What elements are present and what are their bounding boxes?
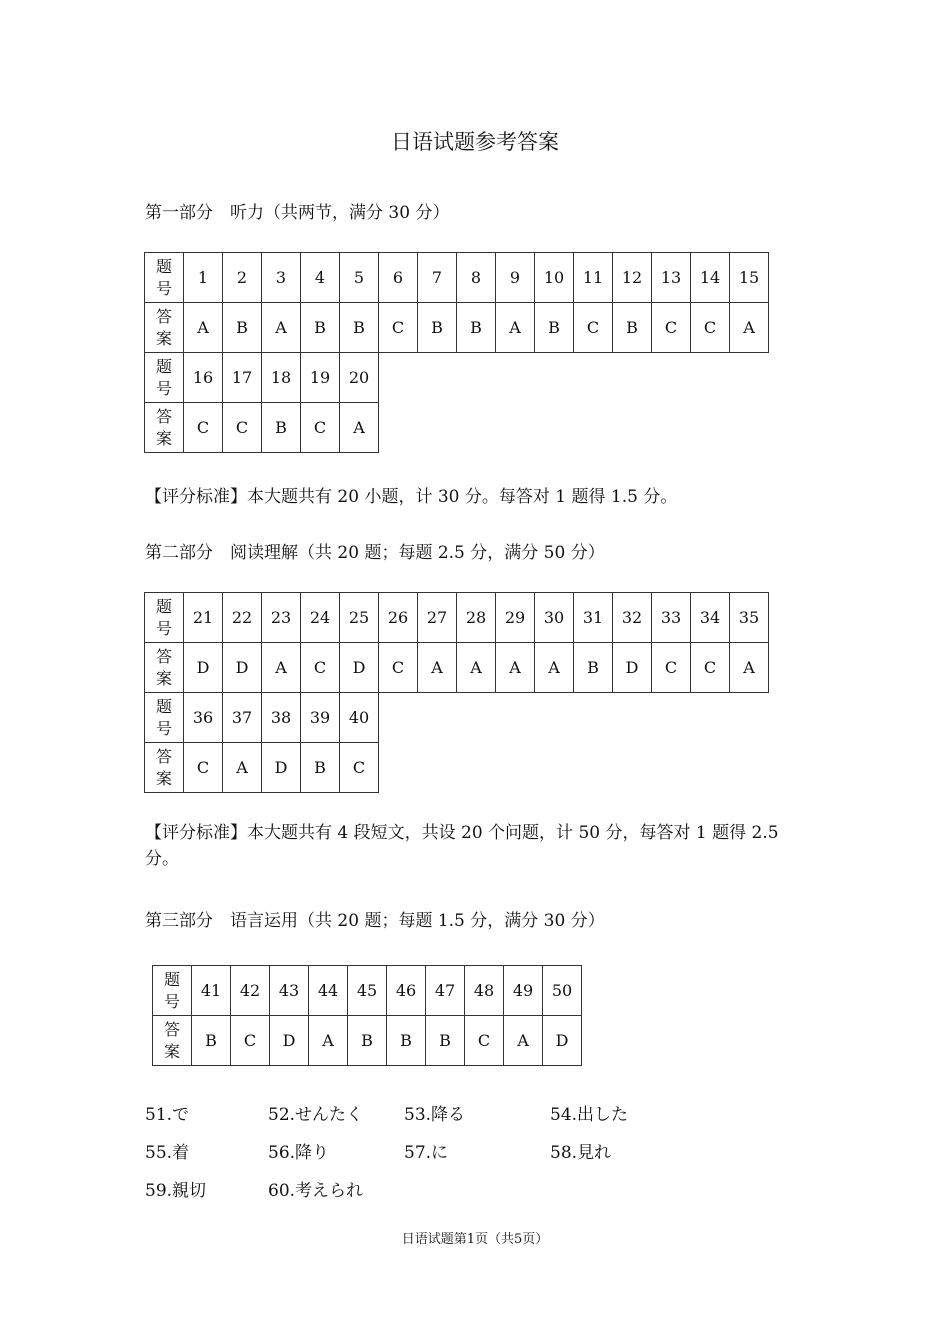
question-number: 13 xyxy=(652,253,691,303)
question-number: 35 xyxy=(730,593,769,643)
answer-label xyxy=(145,743,184,793)
answer-cell: A xyxy=(223,743,262,793)
question-number: 45 xyxy=(348,966,387,1016)
fill-answer-52: 52.せんたく xyxy=(268,1105,364,1125)
answer-cell: B xyxy=(574,643,613,693)
part1-scoring-note: 【评分标准】本大题共有 20 小题，计 30 分。每答对 1 题得 1.5 分。 xyxy=(145,487,678,507)
question-number: 25 xyxy=(340,593,379,643)
question-number: 9 xyxy=(496,253,535,303)
question-number: 17 xyxy=(223,353,262,403)
question-number: 30 xyxy=(535,593,574,643)
question-number: 50 xyxy=(543,966,582,1016)
answer-cell: C xyxy=(223,403,262,453)
answer-cell: B xyxy=(387,1016,426,1066)
question-number: 48 xyxy=(465,966,504,1016)
question-number: 26 xyxy=(379,593,418,643)
answer-cell: B xyxy=(192,1016,231,1066)
fill-answer-60: 60.考えられ xyxy=(268,1181,364,1201)
question-number: 31 xyxy=(574,593,613,643)
label-text: 答 案 xyxy=(155,746,172,788)
answer-cell: C xyxy=(184,403,223,453)
answer-cell: C xyxy=(652,643,691,693)
question-number: 37 xyxy=(223,693,262,743)
answer-cell: B xyxy=(613,303,652,353)
question-number: 44 xyxy=(309,966,348,1016)
question-number: 1 xyxy=(184,253,223,303)
label-text: 答 案 xyxy=(155,406,172,448)
answer-cell: C xyxy=(301,643,340,693)
answer-cell: D xyxy=(340,643,379,693)
answer-cell: B xyxy=(348,1016,387,1066)
question-number: 39 xyxy=(301,693,340,743)
fill-answer-51: 51.で xyxy=(145,1105,190,1125)
answer-label xyxy=(145,403,184,453)
answer-cell: D xyxy=(262,743,301,793)
question-number: 49 xyxy=(504,966,543,1016)
question-number: 40 xyxy=(340,693,379,743)
question-label xyxy=(145,693,184,743)
question-number: 47 xyxy=(426,966,465,1016)
question-number: 3 xyxy=(262,253,301,303)
question-number: 11 xyxy=(574,253,613,303)
question-number: 16 xyxy=(184,353,223,403)
part3-answer-table xyxy=(152,965,582,1066)
blank-cell xyxy=(379,743,769,793)
question-number: 6 xyxy=(379,253,418,303)
answer-cell: A xyxy=(496,303,535,353)
answer-cell: A xyxy=(262,643,301,693)
table-row xyxy=(145,403,769,453)
label-text: 题 号 xyxy=(155,356,172,398)
answer-cell: A xyxy=(418,643,457,693)
answer-label xyxy=(145,303,184,353)
question-number: 43 xyxy=(270,966,309,1016)
question-number: 36 xyxy=(184,693,223,743)
answer-cell: B xyxy=(301,743,340,793)
answer-cell: B xyxy=(418,303,457,353)
answer-cell: A xyxy=(457,643,496,693)
answer-cell: C xyxy=(691,303,730,353)
answer-cell: C xyxy=(301,403,340,453)
answer-cell: C xyxy=(379,303,418,353)
answer-cell: A xyxy=(340,403,379,453)
answer-label xyxy=(153,1016,192,1066)
part2-answer-table xyxy=(144,592,769,793)
answer-cell: D xyxy=(223,643,262,693)
blank-cell xyxy=(379,693,769,743)
table-row xyxy=(145,693,769,743)
fill-answer-57: 57.に xyxy=(404,1143,449,1163)
answer-cell: C xyxy=(231,1016,270,1066)
question-number: 4 xyxy=(301,253,340,303)
table-row xyxy=(153,1016,582,1066)
fill-answer-53: 53.降る xyxy=(404,1105,466,1125)
page-title: 日语试题参考答案 xyxy=(391,130,559,154)
answer-cell: C xyxy=(574,303,613,353)
question-number: 7 xyxy=(418,253,457,303)
question-number: 27 xyxy=(418,593,457,643)
part3-heading: 第三部分 语言运用（共 20 题；每题 1.5 分，满分 30 分） xyxy=(145,911,605,931)
table-row xyxy=(145,303,769,353)
answer-cell: D xyxy=(270,1016,309,1066)
question-number: 5 xyxy=(340,253,379,303)
answer-cell: C xyxy=(652,303,691,353)
answer-cell: D xyxy=(613,643,652,693)
answer-cell: C xyxy=(691,643,730,693)
table-row xyxy=(145,353,769,403)
question-label xyxy=(145,353,184,403)
question-number: 46 xyxy=(387,966,426,1016)
answer-cell: B xyxy=(223,303,262,353)
part1-answer-table xyxy=(144,252,769,453)
answer-cell: A xyxy=(184,303,223,353)
question-number: 29 xyxy=(496,593,535,643)
question-number: 24 xyxy=(301,593,340,643)
question-number: 23 xyxy=(262,593,301,643)
answer-cell: A xyxy=(730,303,769,353)
fill-answer-59: 59.親切 xyxy=(145,1181,207,1201)
table-row xyxy=(145,743,769,793)
answer-cell: B xyxy=(426,1016,465,1066)
question-label xyxy=(145,253,184,303)
question-number: 8 xyxy=(457,253,496,303)
part1-heading: 第一部分 听力（共两节，满分 30 分） xyxy=(145,203,450,223)
answer-cell: D xyxy=(543,1016,582,1066)
table-row xyxy=(145,643,769,693)
question-number: 18 xyxy=(262,353,301,403)
label-text: 题 号 xyxy=(155,596,172,638)
answer-cell: A xyxy=(496,643,535,693)
question-label xyxy=(145,593,184,643)
blank-cell xyxy=(379,353,769,403)
answer-cell: C xyxy=(465,1016,504,1066)
question-number: 21 xyxy=(184,593,223,643)
answer-cell: C xyxy=(340,743,379,793)
answer-label xyxy=(145,643,184,693)
question-number: 19 xyxy=(301,353,340,403)
question-number: 10 xyxy=(535,253,574,303)
label-text: 答 案 xyxy=(155,646,172,688)
table-row xyxy=(145,593,769,643)
page-footer: 日语试题第1页（共5页） xyxy=(401,1232,549,1247)
answer-cell: A xyxy=(504,1016,543,1066)
fill-answer-58: 58.見れ xyxy=(550,1143,612,1163)
answer-cell: A xyxy=(262,303,301,353)
blank-cell xyxy=(379,403,769,453)
fill-answer-55: 55.着 xyxy=(145,1143,190,1163)
question-number: 32 xyxy=(613,593,652,643)
question-number: 38 xyxy=(262,693,301,743)
answer-cell: B xyxy=(535,303,574,353)
label-text: 答 案 xyxy=(155,306,172,348)
question-number: 34 xyxy=(691,593,730,643)
answer-cell: C xyxy=(184,743,223,793)
fill-answer-56: 56.降り xyxy=(268,1143,330,1163)
part2-heading: 第二部分 阅读理解（共 20 题；每题 2.5 分，满分 50 分） xyxy=(145,543,605,563)
answer-cell: B xyxy=(301,303,340,353)
question-number: 15 xyxy=(730,253,769,303)
label-text: 题 号 xyxy=(163,969,180,1011)
table-row xyxy=(145,253,769,303)
answer-cell: B xyxy=(262,403,301,453)
answer-cell: B xyxy=(340,303,379,353)
question-number: 28 xyxy=(457,593,496,643)
part2-scoring-note: 【评分标准】本大题共有 4 段短文，共设 20 个问题，计 50 分，每答对 1 题得 2.5 分。 xyxy=(145,823,779,869)
answer-cell: B xyxy=(457,303,496,353)
answer-cell: C xyxy=(379,643,418,693)
question-number: 14 xyxy=(691,253,730,303)
answer-cell: A xyxy=(730,643,769,693)
question-number: 22 xyxy=(223,593,262,643)
answer-cell: A xyxy=(535,643,574,693)
question-label xyxy=(153,966,192,1016)
question-number: 20 xyxy=(340,353,379,403)
table-row xyxy=(153,966,582,1016)
label-text: 题 号 xyxy=(155,256,172,298)
question-number: 2 xyxy=(223,253,262,303)
answer-cell: A xyxy=(309,1016,348,1066)
label-text: 答 案 xyxy=(163,1019,180,1061)
answer-cell: D xyxy=(184,643,223,693)
question-number: 33 xyxy=(652,593,691,643)
question-number: 41 xyxy=(192,966,231,1016)
question-number: 12 xyxy=(613,253,652,303)
question-number: 42 xyxy=(231,966,270,1016)
label-text: 题 号 xyxy=(155,696,172,738)
fill-answer-54: 54.出した xyxy=(550,1105,629,1125)
